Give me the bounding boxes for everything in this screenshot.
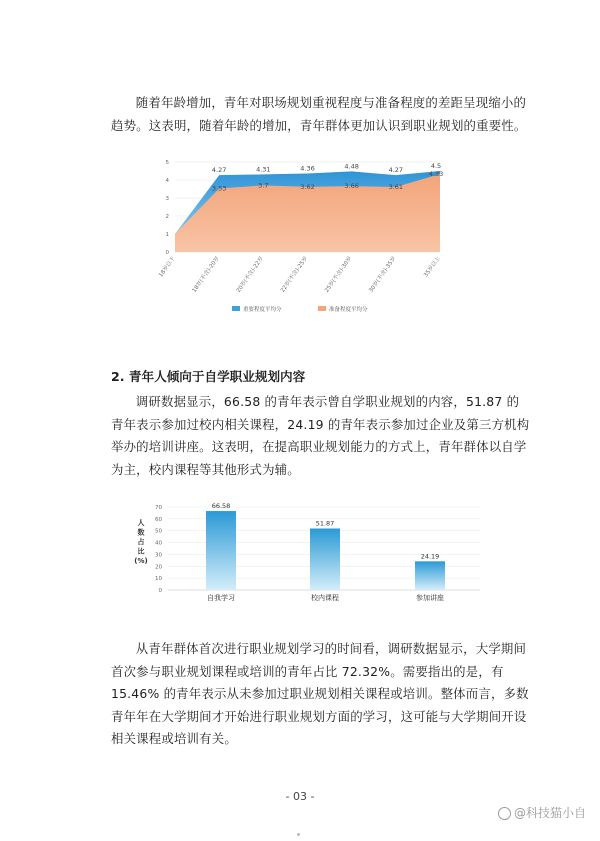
- paragraph-age-trend: 随着年龄增加，青年对职场规划重视程度与准备程度的差距呈现缩小的趋势。这表明，随着年龄的增加，青年群体更加认识到职业规划的重要性。: [111, 95, 527, 133]
- legend-label-importance: 重要程度平均分: [243, 307, 282, 313]
- bar-y-axis-label: 比: [137, 547, 145, 556]
- area-x-tick: 35岁以上: [423, 255, 442, 279]
- area-x-tick: 25岁(不含)-30岁: [324, 255, 354, 294]
- area-label-preparation: 4.33: [428, 170, 444, 179]
- area-label-importance: 4.5: [430, 162, 442, 170]
- bar-y-tick: 50: [155, 528, 162, 535]
- section-heading: 2. 青年人倾向于自学职业规划内容: [111, 369, 306, 384]
- bar-value-label: 24.19: [420, 552, 440, 561]
- bar-y-tick: 10: [155, 576, 162, 583]
- area-label-importance: 4.36: [300, 164, 315, 173]
- area-label-preparation: 3.53: [211, 184, 227, 193]
- bar-category-label: 自我学习: [207, 594, 235, 602]
- area-label-preparation: 3.61: [388, 183, 404, 192]
- bar-2: [310, 528, 340, 590]
- area-label-preparation: 3.7: [258, 181, 269, 190]
- bar-3: [415, 561, 445, 590]
- bar-y-axis-label: (%): [134, 557, 148, 565]
- bar-y-tick: 40: [155, 540, 162, 547]
- area-y-tick: 4: [165, 178, 169, 184]
- bar-y-axis-label: 人: [137, 519, 145, 527]
- legend-label-preparation: 准备程度平均分: [329, 307, 368, 313]
- area-x-tick: 20岁(不含)-22岁: [235, 255, 265, 294]
- area-label-importance: 4.31: [256, 165, 271, 174]
- bar-value-label: 51.87: [315, 519, 335, 528]
- bar-y-axis-label: 数: [137, 528, 145, 537]
- area-label-importance: 4.27: [211, 166, 227, 175]
- bar-y-axis-label: 占: [137, 538, 145, 546]
- bar-1: [206, 511, 236, 590]
- area-label-preparation: 3.66: [344, 182, 359, 191]
- area-y-tick: 5: [165, 160, 169, 166]
- area-label-importance: 4.48: [344, 162, 359, 171]
- watermark-icon: [498, 807, 511, 820]
- bar-category-label: 参加讲座: [416, 594, 444, 602]
- page-number: - 03 -: [285, 790, 315, 803]
- bar-category-label: 校内课程: [311, 594, 339, 602]
- area-y-tick: 1: [165, 232, 169, 238]
- watermark: [498, 804, 586, 821]
- watermark-text: @科技猫小自: [513, 806, 586, 820]
- area-label-importance: 4.27: [388, 166, 404, 175]
- area-y-tick: 3: [165, 196, 169, 202]
- bar-y-tick: 0: [158, 588, 162, 594]
- page-dot: [297, 833, 300, 836]
- area-y-tick: 0: [165, 250, 169, 256]
- area-y-tick: 2: [165, 214, 169, 220]
- paragraph-self-study: 调研数据显示，66.58 的青年表示曾自学职业规划的内容，51.87 的青年表示参加过校内相关课程，24.19 的青年表示参加过企业及第三方机构举办的培训讲座。这表明，在提高职业规划能力的方式上，青年群体以自学为主，校内课程等其他形式为辅。: [111, 394, 530, 477]
- bar-value-label: 66.58: [211, 502, 231, 511]
- area-x-tick: 18岁(不含)-20岁: [191, 255, 221, 294]
- area-x-tick: 22岁(不含)-25岁: [279, 255, 310, 294]
- bar-y-tick: 60: [155, 516, 162, 523]
- bar-y-tick: 30: [155, 552, 162, 559]
- bar-y-tick: 20: [155, 564, 162, 571]
- area-label-preparation: 3.62: [300, 182, 315, 191]
- paragraph-first-study: 从青年群体首次进行职业规划学习的时间看，调研数据显示，大学期间首次参与职业规划课程或培训的青年占比 72.32%。需要指出的是，有 15.46% 的青年表示从未参加过职业规划相关课程或培训。整体而言，多数青年年在大学期间才开始进行职业规划方面的学习，这可能与大学期间开设相关课程或培训有关。: [111, 641, 529, 746]
- area-x-tick: 30岁(不含)-35岁: [368, 255, 398, 294]
- area-x-tick: 18岁以下: [158, 255, 177, 279]
- bar-y-tick: 70: [155, 505, 162, 511]
